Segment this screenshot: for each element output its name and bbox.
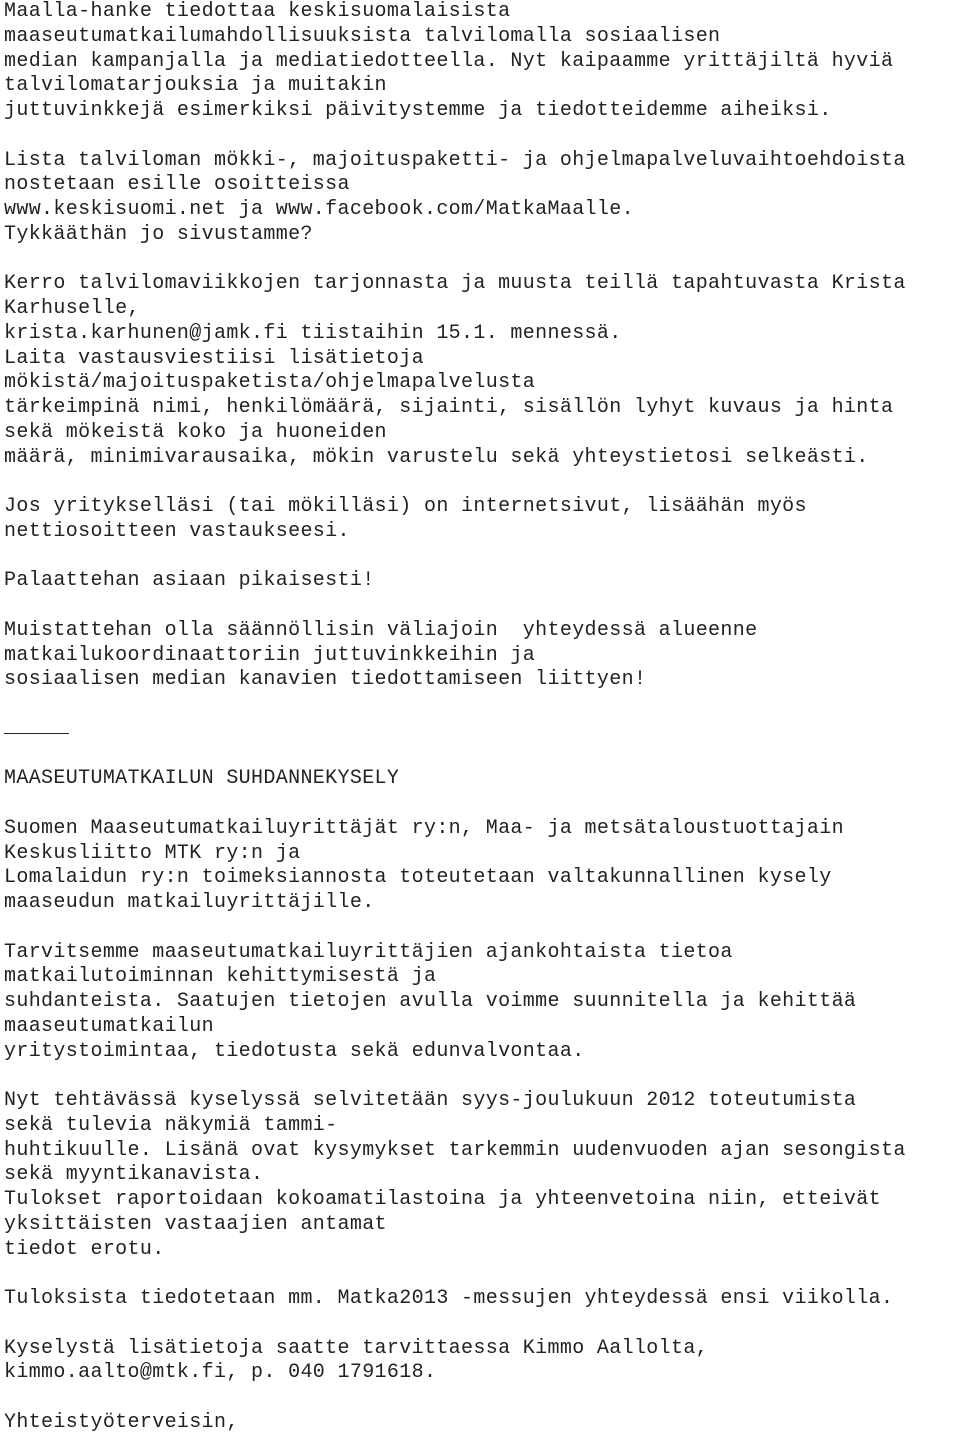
paragraph-websites (4, 149, 960, 248)
text-line: huhtikuulle. Lisänä ovat kysymykset tarkemmin uudenvuoden ajan sesongista (4, 1138, 906, 1162)
text-line: Kyselystä lisätietoja saatte tarvittaessa Kimmo Aallolta, (4, 1336, 709, 1360)
text-line: Keskusliitto MTK ry:n ja (4, 841, 301, 865)
text-line: Tarvitsemme maaseutumatkailuyrittäjien ajankohtaista tietoa (4, 940, 733, 964)
text-line: sekä tulevia näkymiä tammi- (4, 1113, 338, 1137)
paragraph-survey-results (4, 1287, 960, 1312)
separator-line (4, 719, 69, 734)
paragraph-survey-need (4, 941, 960, 1065)
text-line: määrä, minimivarausaika, mökin varustelu sekä yhteystietosi selkeästi. (4, 445, 869, 469)
paragraph-web-address (4, 495, 960, 545)
email-link-line[interactable]: krista.karhunen@jamk.fi tiistaihin 15.1. mennessä. (4, 321, 622, 345)
blank-line (4, 248, 960, 273)
text-line: juttuvinkkejä esimerkiksi päivitystemme ja tiedotteidemme aiheiksi. (4, 99, 832, 122)
text-line: sekä mökeistä koko ja huoneiden (4, 420, 387, 444)
text-line: nostetaan esille osoitteissa (4, 173, 350, 197)
paragraph-survey-content (4, 1089, 960, 1262)
paragraph-reply-soon (4, 569, 960, 594)
text-line: maaseutumatkailumahdollisuuksista talvilomalla sosiaalisen (4, 24, 721, 48)
survey-heading: MAASEUTUMATKAILUN SUHDANNEKYSELY (4, 767, 400, 791)
text-line: Karhuselle, (4, 297, 140, 320)
text-line: yksittäisten vastaajien antamat (4, 1212, 387, 1236)
text-line: Muistattehan olla säännöllisin väliajoin yhteydessä alueenne (4, 618, 758, 642)
text-line: tiedot erotu. (4, 1237, 165, 1261)
text-line: Tulokset raportoidaan kokoamatilastoina ja yhteenvetoina niin, etteivät (4, 1188, 881, 1211)
text-line: Suomen Maaseutumatkailuyrittäjät ry:n, Maa- ja metsätaloustuottajain (4, 816, 844, 840)
blank-line (4, 1386, 960, 1411)
text-line: Laita vastausviestiisi lisätietoja (4, 346, 424, 370)
paragraph-survey-intro (4, 817, 960, 916)
text-line: tärkeimpinä nimi, henkilömäärä, sijainti, sisällön lyhyt kuvaus ja hinta (4, 396, 894, 419)
text-line: Nyt tehtävässä kyselyssä selvitetään syys-joulukuun 2012 toteutumista (4, 1089, 857, 1112)
text-line: Tykkääthän jo sivustamme? (4, 222, 313, 246)
text-line: matkailutoiminnan kehittymisestä ja (4, 965, 437, 989)
text-line: nettiosoitteen vastaukseesi. (4, 519, 350, 543)
paragraph-offers (4, 272, 960, 470)
text-line: Jos yritykselläsi (tai mökilläsi) on internetsivut, lisäähän myös (4, 495, 807, 518)
blank-line (4, 916, 960, 941)
blank-line (4, 1064, 960, 1089)
text-line: matkailukoordinaattoriin juttuvinkkeihin ja (4, 643, 536, 667)
blank-line (4, 1262, 960, 1287)
text-line: yritystoimintaa, tiedotusta sekä edunvalvontaa. (4, 1039, 585, 1063)
text-line: talvilomatarjouksia ja muitakin (4, 74, 387, 98)
separator-rule (4, 718, 960, 743)
blank-line (4, 124, 960, 149)
blank-line (4, 594, 960, 619)
text-line: Lomalaidun ry:n toimeksiannosta toteutetaan valtakunnallinen kysely (4, 866, 832, 890)
website-links-line[interactable]: www.keskisuomi.net ja www.facebook.com/MatkaMaalle. (4, 198, 634, 221)
blank-line (4, 693, 960, 718)
text-line: Tuloksista tiedotetaan mm. Matka2013 -messujen yhteydessä ensi viikolla. (4, 1287, 894, 1310)
blank-line (4, 792, 960, 817)
blank-line (4, 743, 960, 768)
paragraph-reminder (4, 619, 960, 693)
contact-email-line[interactable]: kimmo.aalto@mtk.fi, p. 040 1791618. (4, 1361, 437, 1385)
text-line: suhdanteista. Saatujen tietojen avulla voimme suunnitella ja kehittää (4, 990, 857, 1013)
paragraph-survey-contact (4, 1337, 960, 1387)
text-line: sekä myyntikanavista. (4, 1163, 264, 1187)
blank-line (4, 545, 960, 570)
text-line: Palaattehan asiaan pikaisesti! (4, 569, 375, 593)
document-body (4, 0, 960, 1436)
text-line: Kerro talvilomaviikkojen tarjonnasta ja muusta teillä tapahtuvasta Krista (4, 272, 906, 296)
text-line: maaseutumatkailun (4, 1014, 214, 1038)
text-line: mökistä/majoituspaketista/ohjelmapalvelusta (4, 371, 536, 395)
text-line: Maalla-hanke tiedottaa keskisuomalaisista (4, 0, 511, 23)
closing-greeting: Yhteistyöterveisin, (4, 1410, 239, 1434)
blank-line (4, 470, 960, 495)
text-line: maaseudun matkailuyrittäjille. (4, 891, 375, 914)
text-line: sosiaalisen median kanavien tiedottamiseen liittyen! (4, 668, 647, 692)
paragraph-intro (4, 0, 960, 124)
blank-line (4, 1312, 960, 1337)
text-line: median kampanjalla ja mediatiedotteella. Nyt kaipaamme yrittäjiltä hyviä (4, 49, 894, 73)
text-line: Lista talviloman mökki-, majoituspaketti- ja ohjelmapalveluvaihtoehdoista (4, 148, 906, 172)
